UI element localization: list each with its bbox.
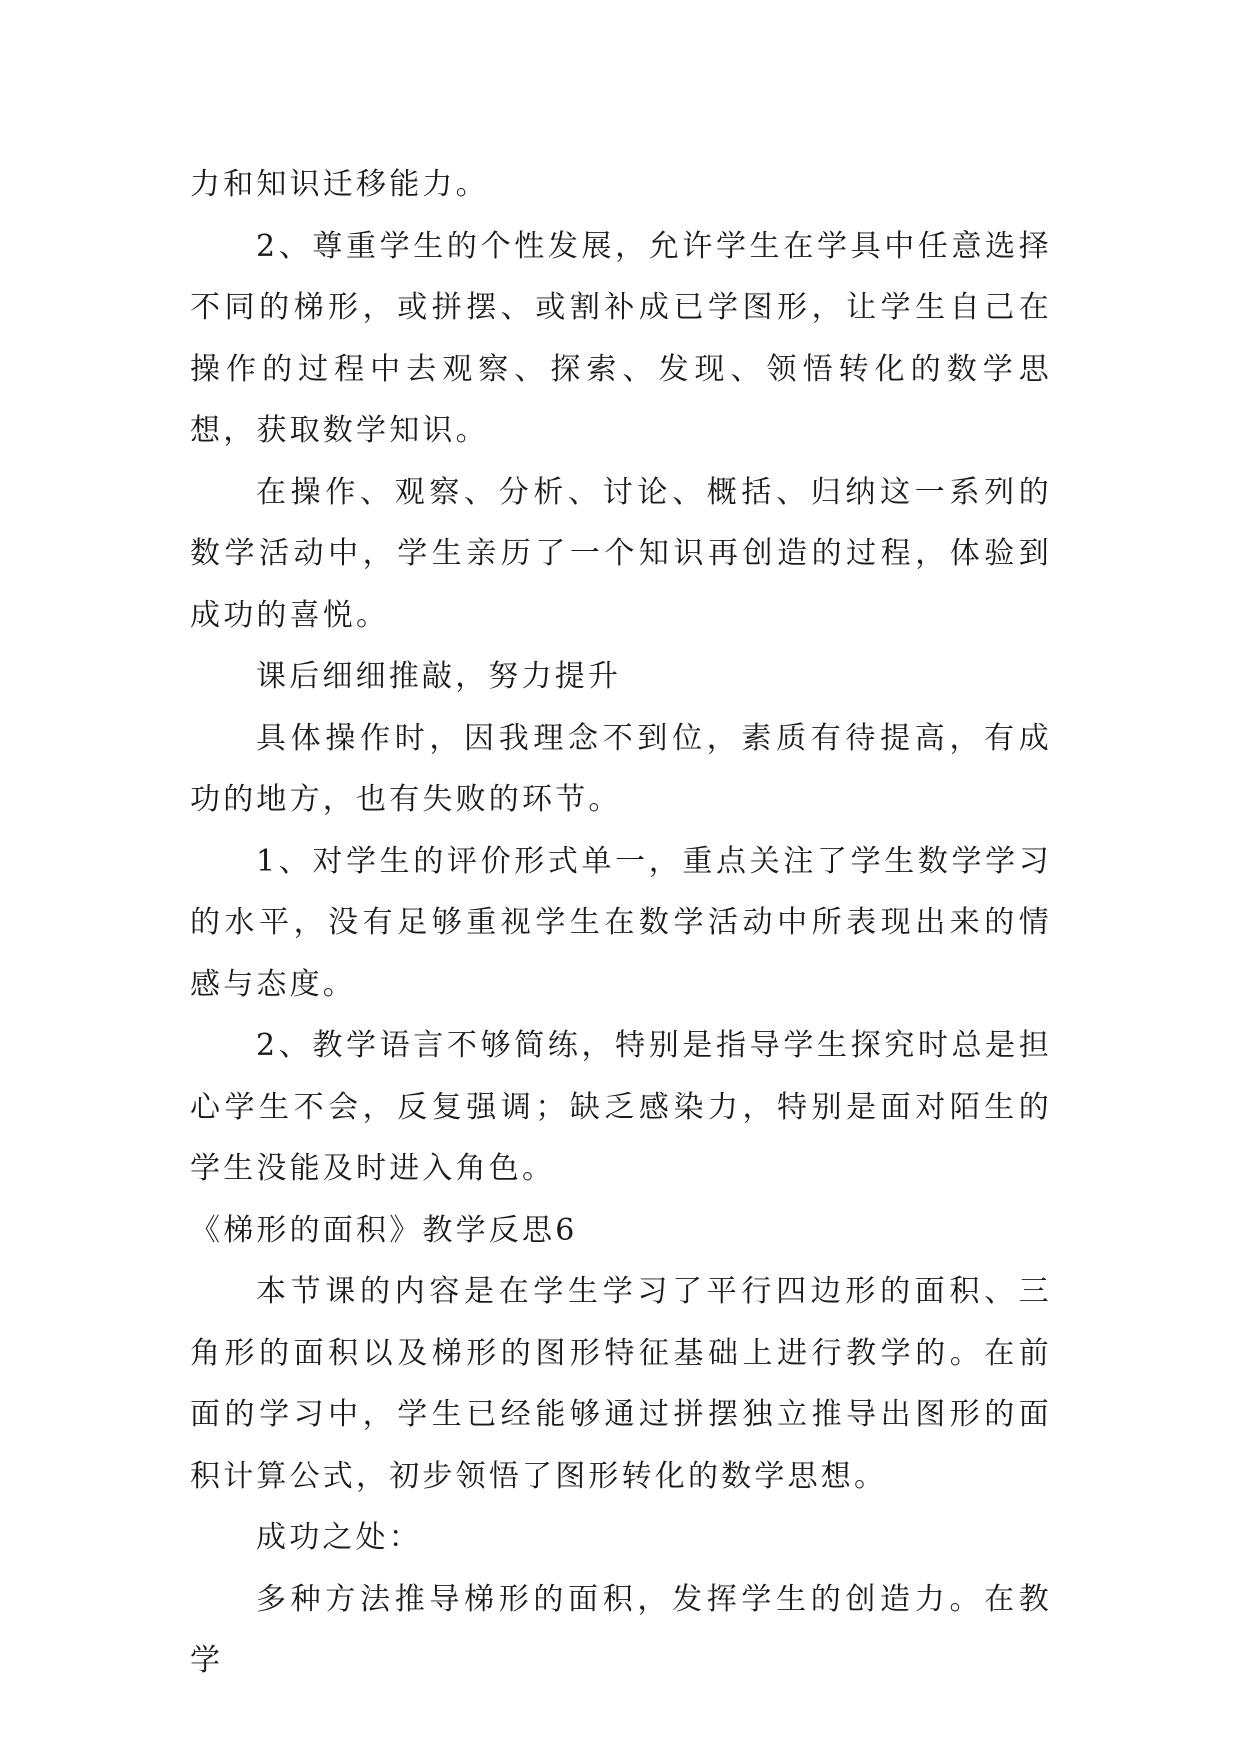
- paragraph-4: 课后细细推敲，努力提升: [256, 659, 622, 694]
- paragraph-1: 力和知识迁移能力。: [190, 167, 489, 202]
- section-heading: 《梯形的面积》教学反思6: [190, 1212, 578, 1248]
- paragraph-8: 本节课的内容是在学生学习了平行四边形的面积、三角形的面积以及梯形的图形特征基础上进行教学的。在前面的学习中，学生已经能够通过拼摆独立推导出图形的面积计算公式，初步领悟了图形转化的数学思想。: [190, 1274, 1052, 1494]
- paragraph-7: 2、教学语言不够简练，特别是指导学生探究时总是担心学生不会，反复强调；缺乏感染力，特别是面对陌生的学生没能及时进入角色。: [190, 1028, 1052, 1186]
- paragraph-2: 2、尊重学生的个性发展，允许学生在学具中任意选择不同的梯形，或拼摆、或割补成已学图形，让学生自己在操作的过程中去观察、探索、发现、领悟转化的数学思想，获取数学知识。: [190, 228, 1052, 448]
- document-body: [190, 154, 1052, 1692]
- paragraph-9: 成功之处：: [256, 1520, 422, 1555]
- paragraph-3: 在操作、观察、分析、讨论、概括、归纳这一系列的数学活动中，学生亲历了一个知识再创造的过程，体验到成功的喜悦。: [190, 474, 1052, 633]
- paragraph-5: 具体操作时，因我理念不到位，素质有待提高，有成功的地方，也有失败的环节。: [190, 720, 1052, 817]
- paragraph-10: 多种方法推导梯形的面积，发挥学生的创造力。在教学: [190, 1581, 1052, 1678]
- paragraph-6: 1、对学生的评价形式单一，重点关注了学生数学学习的水平，没有足够重视学生在数学活动中所表现出来的情感与态度。: [190, 843, 1052, 1002]
